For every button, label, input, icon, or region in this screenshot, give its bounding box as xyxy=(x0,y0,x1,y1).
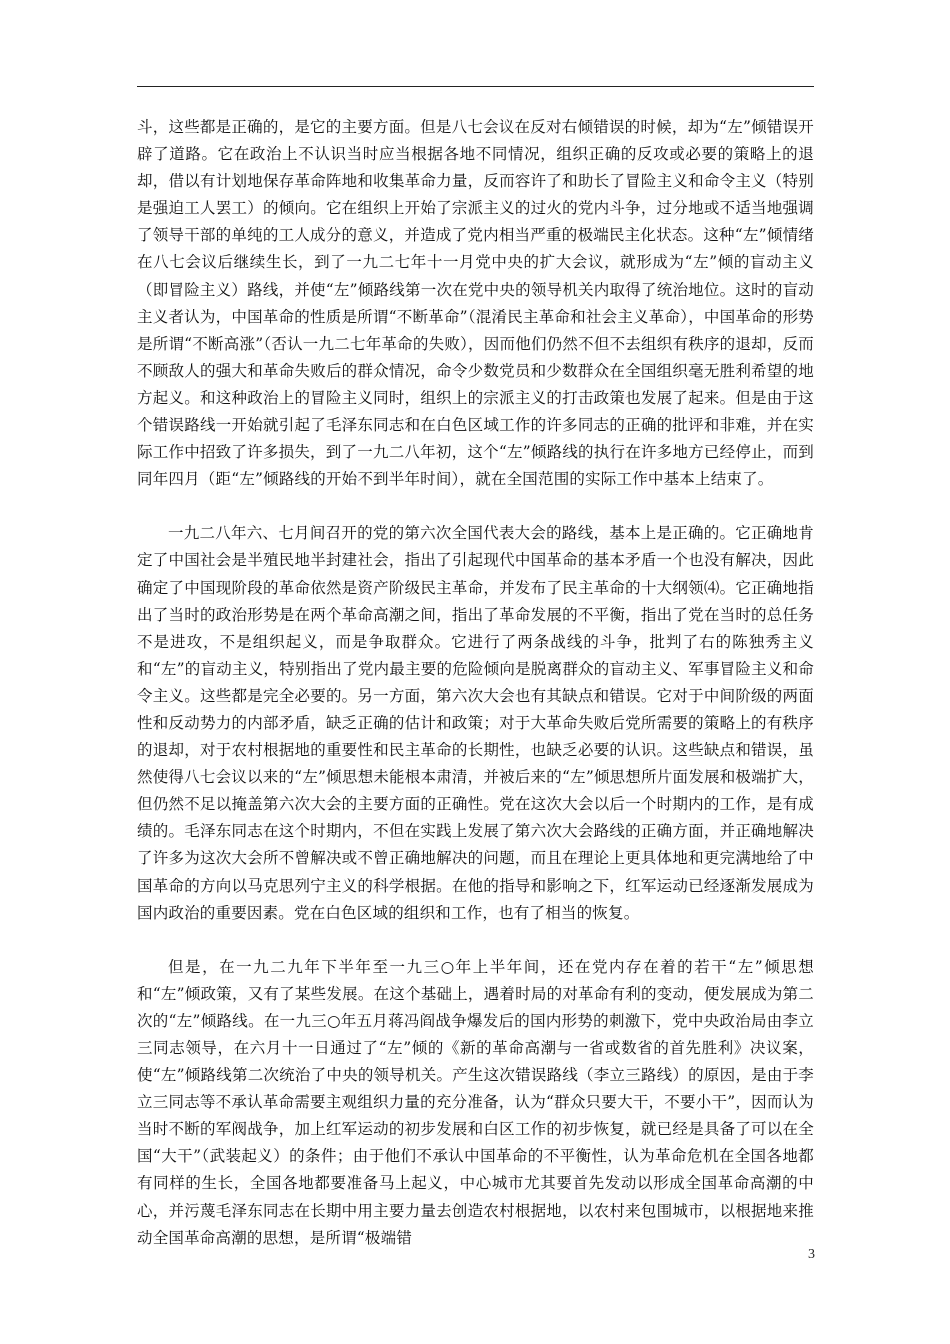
document-body xyxy=(137,114,814,1252)
body-paragraph-2: 一九二八年六、七月间召开的党的第六次全国代表大会的路线，基本上是正确的。它正确地肯定了中国社会是半殖民地半封建社会，指出了引起现代中国革命的基本矛盾一个也没有解决，因此确定了中国现阶段的革命依然是资产阶级民主革命，并发布了民主革命的十大纲领⑷。它正确地指出了当时的政治形势是在两个革命高潮之间，指出了革命发展的不平衡，指出了党在当时的总任务不是进攻，不是组织起义，而是争取群众。它进行了两条战线的斗争，批判了右的陈独秀主义和“左”的盲动主义，特别指出了党内最主要的危险倾向是脱离群众的盲动主义、军事冒险主义和命令主义。这些都是完全必要的。另一方面，第六次大会也有其缺点和错误。它对于中间阶级的两面性和反动势力的内部矛盾，缺乏正确的估计和政策；对于大革命失败后党所需要的策略上的有秩序的退却，对于农村根据地的重要性和民主革命的长期性，也缺乏必要的认识。这些缺点和错误，虽然使得八七会议以来的“左”倾思想未能根本肃清，并被后来的“左”倾思想所片面发展和极端扩大，但仍然不足以掩盖第六次大会的主要方面的正确性。党在这次大会以后一个时期内的工作，是有成绩的。毛泽东同志在这个时期内，不但在实践上发展了第六次大会路线的正确方面，并正确地解决了许多为这次大会所不曾解决或不曾正确地解决的问题，而且在理论上更具体地和更完满地给了中国革命的方向以马克思列宁主义的科学根据。在他的指导和影响之下，红军运动已经逐渐发展成为国内政治的重要因素。党在白色区域的组织和工作，也有了相当的恢复。 xyxy=(137,524,814,922)
body-paragraph-1: 斗，这些都是正确的，是它的主要方面。但是八七会议在反对右倾错误的时候，却为“左”倾错误开辟了道路。它在政治上不认识当时应当根据各地不同情况，组织正确的反攻或必要的策略上的退却，借以有计划地保存革命阵地和收集革命力量，反而容许了和助长了冒险主义和命令主义（特别是强迫工人罢工）的倾向。它在组织上开始了宗派主义的过火的党内斗争，过分地或不适当地强调了领导干部的单纯的工人成分的意义，并造成了党内相当严重的极端民主化状态。这种“左”倾情绪在八七会议后继续生长，到了一九二七年十一月党中央的扩大会议，就形成为“左”倾的盲动主义（即冒险主义）路线，并使“左”倾路线第一次在党中央的领导机关内取得了统治地位。这时的盲动主义者认为，中国革命的性质是所谓“不断革命”（混淆民主革命和社会主义革命），中国革命的形势是所谓“不断高涨”（否认一九二七年革命的失败），因而他们仍然不但不去组织有秩序的退却，反而不顾敌人的强大和革命失败后的群众情况，命令少数党员和少数群众在全国组织毫无胜利希望的地方起义。和这种政治上的冒险主义同时，组织上的宗派主义的打击政策也发展了起来。但是由于这个错误路线一开始就引起了毛泽东同志和在白色区域工作的许多同志的正确的批评和非难，并在实际工作中招致了许多损失，到了一九二八年初，这个“左”倾路线的执行在许多地方已经停止，而到同年四月（距“左”倾路线的开始不到半年时间），就在全国范围的实际工作中基本上结束了。 xyxy=(137,118,814,489)
page-number: 3 xyxy=(808,1247,815,1262)
header-rule xyxy=(137,86,814,87)
body-paragraph-3: 但是，在一九二九年下半年至一九三○年上半年间，还在党内存在着的若干“左”倾思想和“左”倾政策，又有了某些发展。在这个基础上，遇着时局的对革命有利的变动，便发展成为第二次的“左”倾路线。在一九三○年五月蒋冯阎战争爆发后的国内形势的刺激下，党中央政治局由李立三同志领导，在六月十一日通过了“左”倾的《新的革命高潮与一省或数省的首先胜利》决议案，使“左”倾路线第二次统治了中央的领导机关。产生这次错误路线（李立三路线）的原因，是由于李立三同志等不承认革命需要主观组织力量的充分准备，认为“群众只要大干，不要小干”，因而认为当时不断的军阀战争，加上红军运动的初步发展和白区工作的初步恢复，就已经是具备了可以在全国“大干”（武装起义）的条件；由于他们不承认中国革命的不平衡性，认为革命危机在全国各地都有同样的生长，全国各地都要准备马上起义，中心城市尤其要首先发动以形成全国革命高潮的中心，并污蔑毛泽东同志在长期中用主要力量去创造农村根据地，以农村来包围城市，以根据地来推动全国革命高潮的思想，是所谓“极端错 xyxy=(137,957,814,1247)
